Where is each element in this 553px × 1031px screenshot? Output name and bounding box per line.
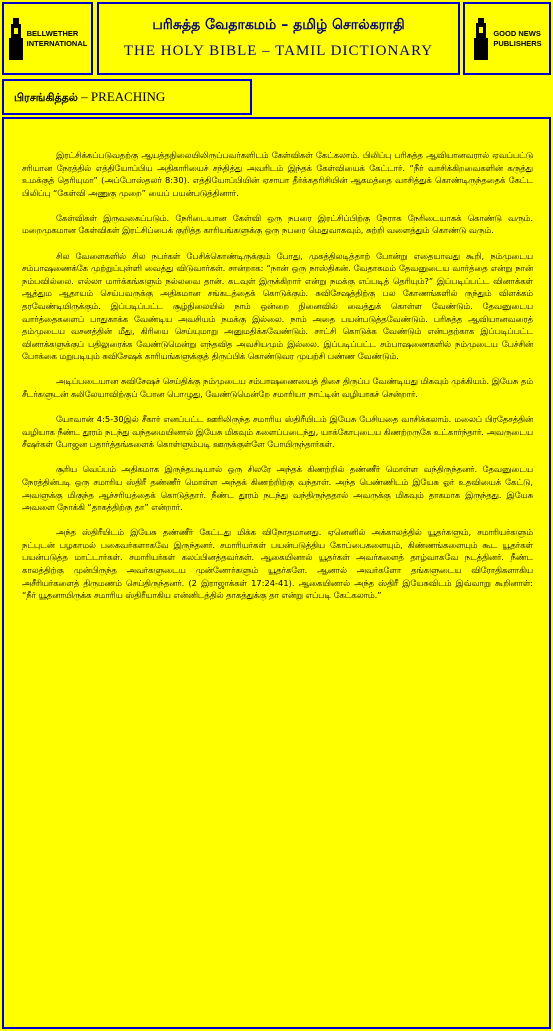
paragraph: கேள்விகள் இருவகைப்படும். நேரிடையான கேள்வி ஒரு நபரை இரட்சிப்பிற்கு நேராக நேரிடையாகக் கொண்டு வரும். மறைமுகமான கேள்விகள் இரட்சிப்பைக் குறித்த காரியங்களுக்கு ஒரு நபரை மெதுவாகவும், சுற்றி வளைத்தும் கொண்டு வரும். bbox=[22, 212, 533, 236]
article-body bbox=[2, 117, 551, 1029]
title-english: THE HOLY BIBLE – TAMIL DICTIONARY bbox=[123, 43, 434, 59]
good-news-logo: GOOD NEWS PUBLISHERS bbox=[463, 2, 551, 75]
paragraph: சூரிய வெப்பம் அதிகமாக இருந்தபடியால் ஒரு சிலரே அந்தக் கிணற்றில் தண்ணீர் மொள்ள வந்திருந்தனர். தேவனுடைய நேரத்தின்படி ஒரு சமாரிய ஸ்திரீ தண்ணீர் மொள்ள அந்தக் கிணற்றிற்கு வந்தாள். அந்த பெண்ணிடம் இயேசு ஓர் உதவியைக் கேட்டு, அவளுக்கு மிகுந்த ஆச்சரியத்தைக் கொடுத்தார். நீண்ட தூரம் நடந்து வந்திருந்ததால் அவருக்கு மிகவும் தாகமாக இருந்தது. இயேசு அவளை நோக்கி “தாகத்திற்கு தா” என்றார். bbox=[22, 464, 533, 513]
paragraph: யோவான் 4:5-30இல் சீகார் எனப்பட்ட ஊரிலிருந்த சமாரிய ஸ்திரீயிடம் இயேசு பேசியதை வாசிக்கலாம். மலைப் பிரதேசத்தின் வழியாக நீண்ட தூரம் நடந்து வந்தமையினால் இயேசு மிகவும் களைப்படைந்து, யாக்கோபுடைய கிணற்றருகே உட்கார்ந்தார். அவருடைய சீஷர்கள் போஜன பதார்த்தங்களைக் கொள்ளும்படி ஊருக்குள்ளே போயிருந்தார்கள். bbox=[22, 414, 533, 450]
paragraph: அடிப்படையான சுவிசேஷச் செய்திக்கு நம்முடைய சம்பாஷணையைத் திசை திருப்ப வேண்டியது மிகவும் முக்கியம். இயேசு தம் சீடர்களுடன் கலிலேயாவிற்குப் போன பொழுது, வேண்டுமென்றே சமாரியா நாட்டின் வழியாகச் சென்றார். bbox=[22, 376, 533, 399]
paragraph: சில வேளைகளில் சில நபர்கள் பேசிக்கொண்டிருக்கும் போது, முகத்திலடித்தாற் போன்று எதையாவது கூறி, நம்முடைய சம்பாஷணைக்கே முற்றுப்புள்ளி வைத்து விடுவார்கள். சான்றாக: “நான் ஒரு நாஸ்திகன். வேதாகமம் தேவனுடைய வார்த்தை என்று நான் நம்பவில்லை. எல்லா மார்க்கங்களும் நல்லவை தான். கடவுள் இருக்கிறார் என்று நமக்கு எப்படித் தெரியும்?” இப்படிப்பட்ட வினாக்கள் ஆத்தும ஆதாயம் செய்பவருக்கு அதிகமான சங்கடத்தைக் கொடுக்கும். சுவிசேஷத்திற்கு பல கோணங்களில் ருந்தும் விளக்கம் தரவேண்டியிருக்கும். இப்படிப்பட்ட சூழ்நிலையில் நாம் ஒன்றை நினைவில் வைத்துக் கொள்ள வேண்டும். தேவனுடைய வார்த்தைகளைப் பாதுகாக்க வேண்டிய அவசியம் நமக்கு இல்லை. நாம் அதை பயன்படுத்தவேண்டும். பரிசுத்த ஆவியானவரைத் தம்முடைய வசனத்தின் மீது, கிரியை செய்யுமாறு அனுமதிக்கவேண்டும். சாட்சி கொடுக்க வேண்டும் என்பதற்காக இப்படிப்பட்ட வினாக்களுக்குப் பதிலுரைக்க வேண்டுமென்று எந்தவித அவசியமும் இல்லை. இப்படிப்பட்ட சம்பாஷணைகளில் நம்முடைய பேச்சின் போக்கை மறுபடியும் சுவிசேஷக் காரியங்களுக்குத் திருப்பிக் கொண்டுவர முயற்சி பண்ண வேண்டும். bbox=[22, 250, 533, 362]
title-tamil: பரிசுத்த வேதாகமம் – தமிழ் சொல்கராதி bbox=[152, 17, 405, 33]
bellwether-logo: BELLWETHER INTERNATIONAL bbox=[2, 2, 93, 75]
section-heading-box bbox=[2, 79, 252, 115]
page-header bbox=[0, 0, 553, 79]
paragraph: அந்த ஸ்திரீயிடம் இயேசு தண்ணீர் கேட்டது மிக்க விநோதமானது. ஏனெனில் அக்காலத்தில் யூதர்களும், சமாரியர்களும் நட்புடன் பழகாமல் பகைவர்களாகவே இருந்தனர். சமாரியர்கள் பயன்படுத்திய கோப்பைகளையும், கிண்ணங்களையும் கூட யூதர்கள் பயன்படுத்த மாட்டார்கள். சமாரியர்கள் கலப்பினத்தவர்கள். ஆகையினால் யூதர்கள் அவர்களைத் தாழ்வாகவே நடத்தினர். நீண்ட காலத்திற்கு முன்பிருந்த அவர்களுடைய முன்னோர்களும் யூதர்களே. ஆனால் அவர்களோ தங்களுடைய விரோதிகளாகிய அசீரியர்களைத் திருமணம் செய்திருந்தனர். (2 இராஜாக்கள் 17:24-41). ஆகையினால் அந்த ஸ்திரீ இயேசுவிடம் இவ்வாறு கூறினாள்: “நீர் யூதனாயிருக்க சமாரிய ஸ்திரீயாகிய என்னிடத்தில் தாகத்துக்கு தா என்று எப்படி கேட்கலாம்.” bbox=[22, 527, 533, 601]
bell-tower-icon bbox=[8, 16, 24, 62]
paragraph: இரட்சிக்கப்படுவதற்கு ஆயத்தநிலையிலிருப்பவர்களிடம் கேள்விகள் கேட்கலாம். பிலிப்பு பரிசுத்த ஆவியானவரால் ஏவப்பட்டு சரியான நேரத்தில் எத்தியோப்பிய அதிகாரியைச் சந்தித்து அவரிடம் இந்தக் கேள்வியைக் கேட்டார். “நீர் வாசிக்கிறவைகளின் கருத்து உமக்குத் தெரியுமா” (அப்போஸ்தலர் 8:30). எத்தியோப்பியின் ஏசாயா தீர்க்கதரிசியின் ஆகமத்தை வாசித்துக் கொண்டிருந்ததைக் கேட்ட பிலிப்பு “கேள்வி அணுகு முறை” யைப் பயன்படுத்தினார். bbox=[22, 150, 533, 198]
section-title: பிரசங்கித்தல் – PREACHING bbox=[14, 88, 166, 104]
tower-icon bbox=[472, 16, 490, 62]
title-box bbox=[97, 2, 460, 75]
